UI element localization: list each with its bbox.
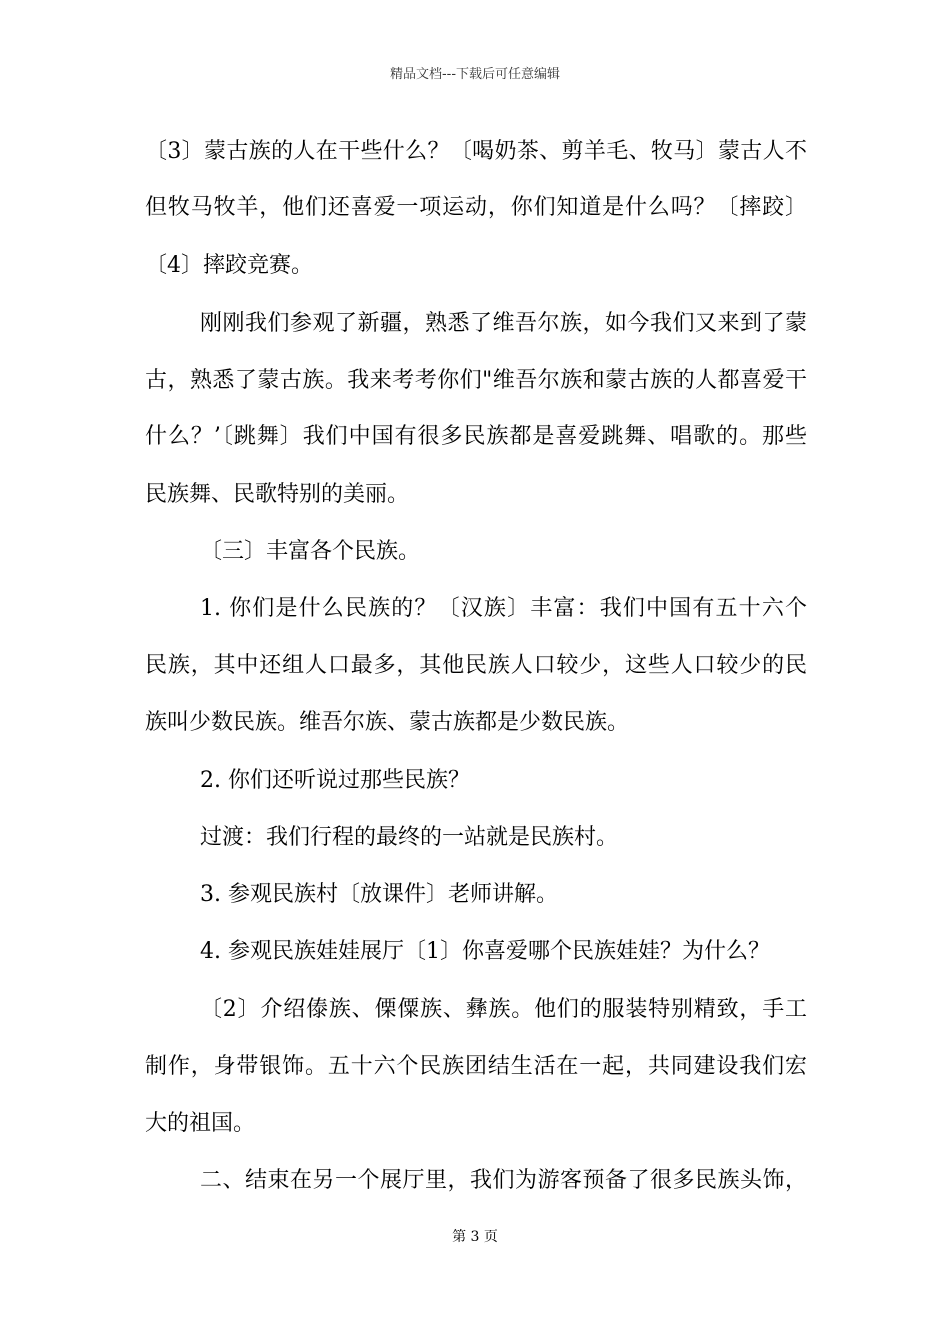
text-line: 〔4〕摔跤竞赛。 [145,253,313,278]
text-line: 族叫少数民族。维吾尔族、蒙古族都是少数民族。 [145,710,630,735]
page-header: 精品文档---下载后可任意编辑 [389,67,561,82]
text-line: 〔3〕蒙古族的人在干些什么？〔喝奶茶、剪羊毛、牧马〕蒙古人不 [145,139,807,164]
text-line: 3. 参观民族村〔放课件〕老师讲解。 [200,882,558,907]
text-line: 民族舞、民歌特别的美丽。 [145,482,410,507]
text-line: 古，熟悉了蒙古族。我来考考你们"维吾尔族和蒙古族的人都喜爱干 [145,368,807,393]
text-line: 二、结束在另一个展厅里，我们为游客预备了很多民族头饰， [200,1168,807,1193]
section-heading: 〔三〕丰富各个民族。 [200,539,421,564]
text-line: 制作，身带银饰。五十六个民族团结生活在一起，共同建设我们宏 [145,1054,807,1079]
text-line: 4. 参观民族娃娃展厅〔1〕你喜爱哪个民族娃娃？为什么？ [200,939,770,964]
text-line: 1. 你们是什么民族的？〔汉族〕丰富：我们中国有五十六个 [200,596,807,621]
text-line: 但牧马牧羊，他们还喜爱一项运动，你们知道是什么吗？〔摔跤〕 [145,195,807,220]
text-line: 〔2〕介绍傣族、傈僳族、彝族。他们的服装特别精致，手工 [200,997,807,1022]
text-line: 什么？’〔跳舞〕我们中国有很多民族都是喜爱跳舞、唱歌的。那些 [145,424,807,449]
text-line: 大的祖国。 [145,1111,256,1136]
text-line: 民族，其中还组人口最多，其他民族人口较少，这些人口较少的民 [145,653,807,678]
text-line: 过渡：我们行程的最终的一站就是民族村。 [200,825,619,850]
text-line: 2. 你们还听说过那些民族？ [200,768,470,793]
page-number: 第 3 页 [452,1229,498,1245]
text-line: 刚刚我们参观了新疆，熟悉了维吾尔族，如今我们又来到了蒙 [200,311,807,336]
